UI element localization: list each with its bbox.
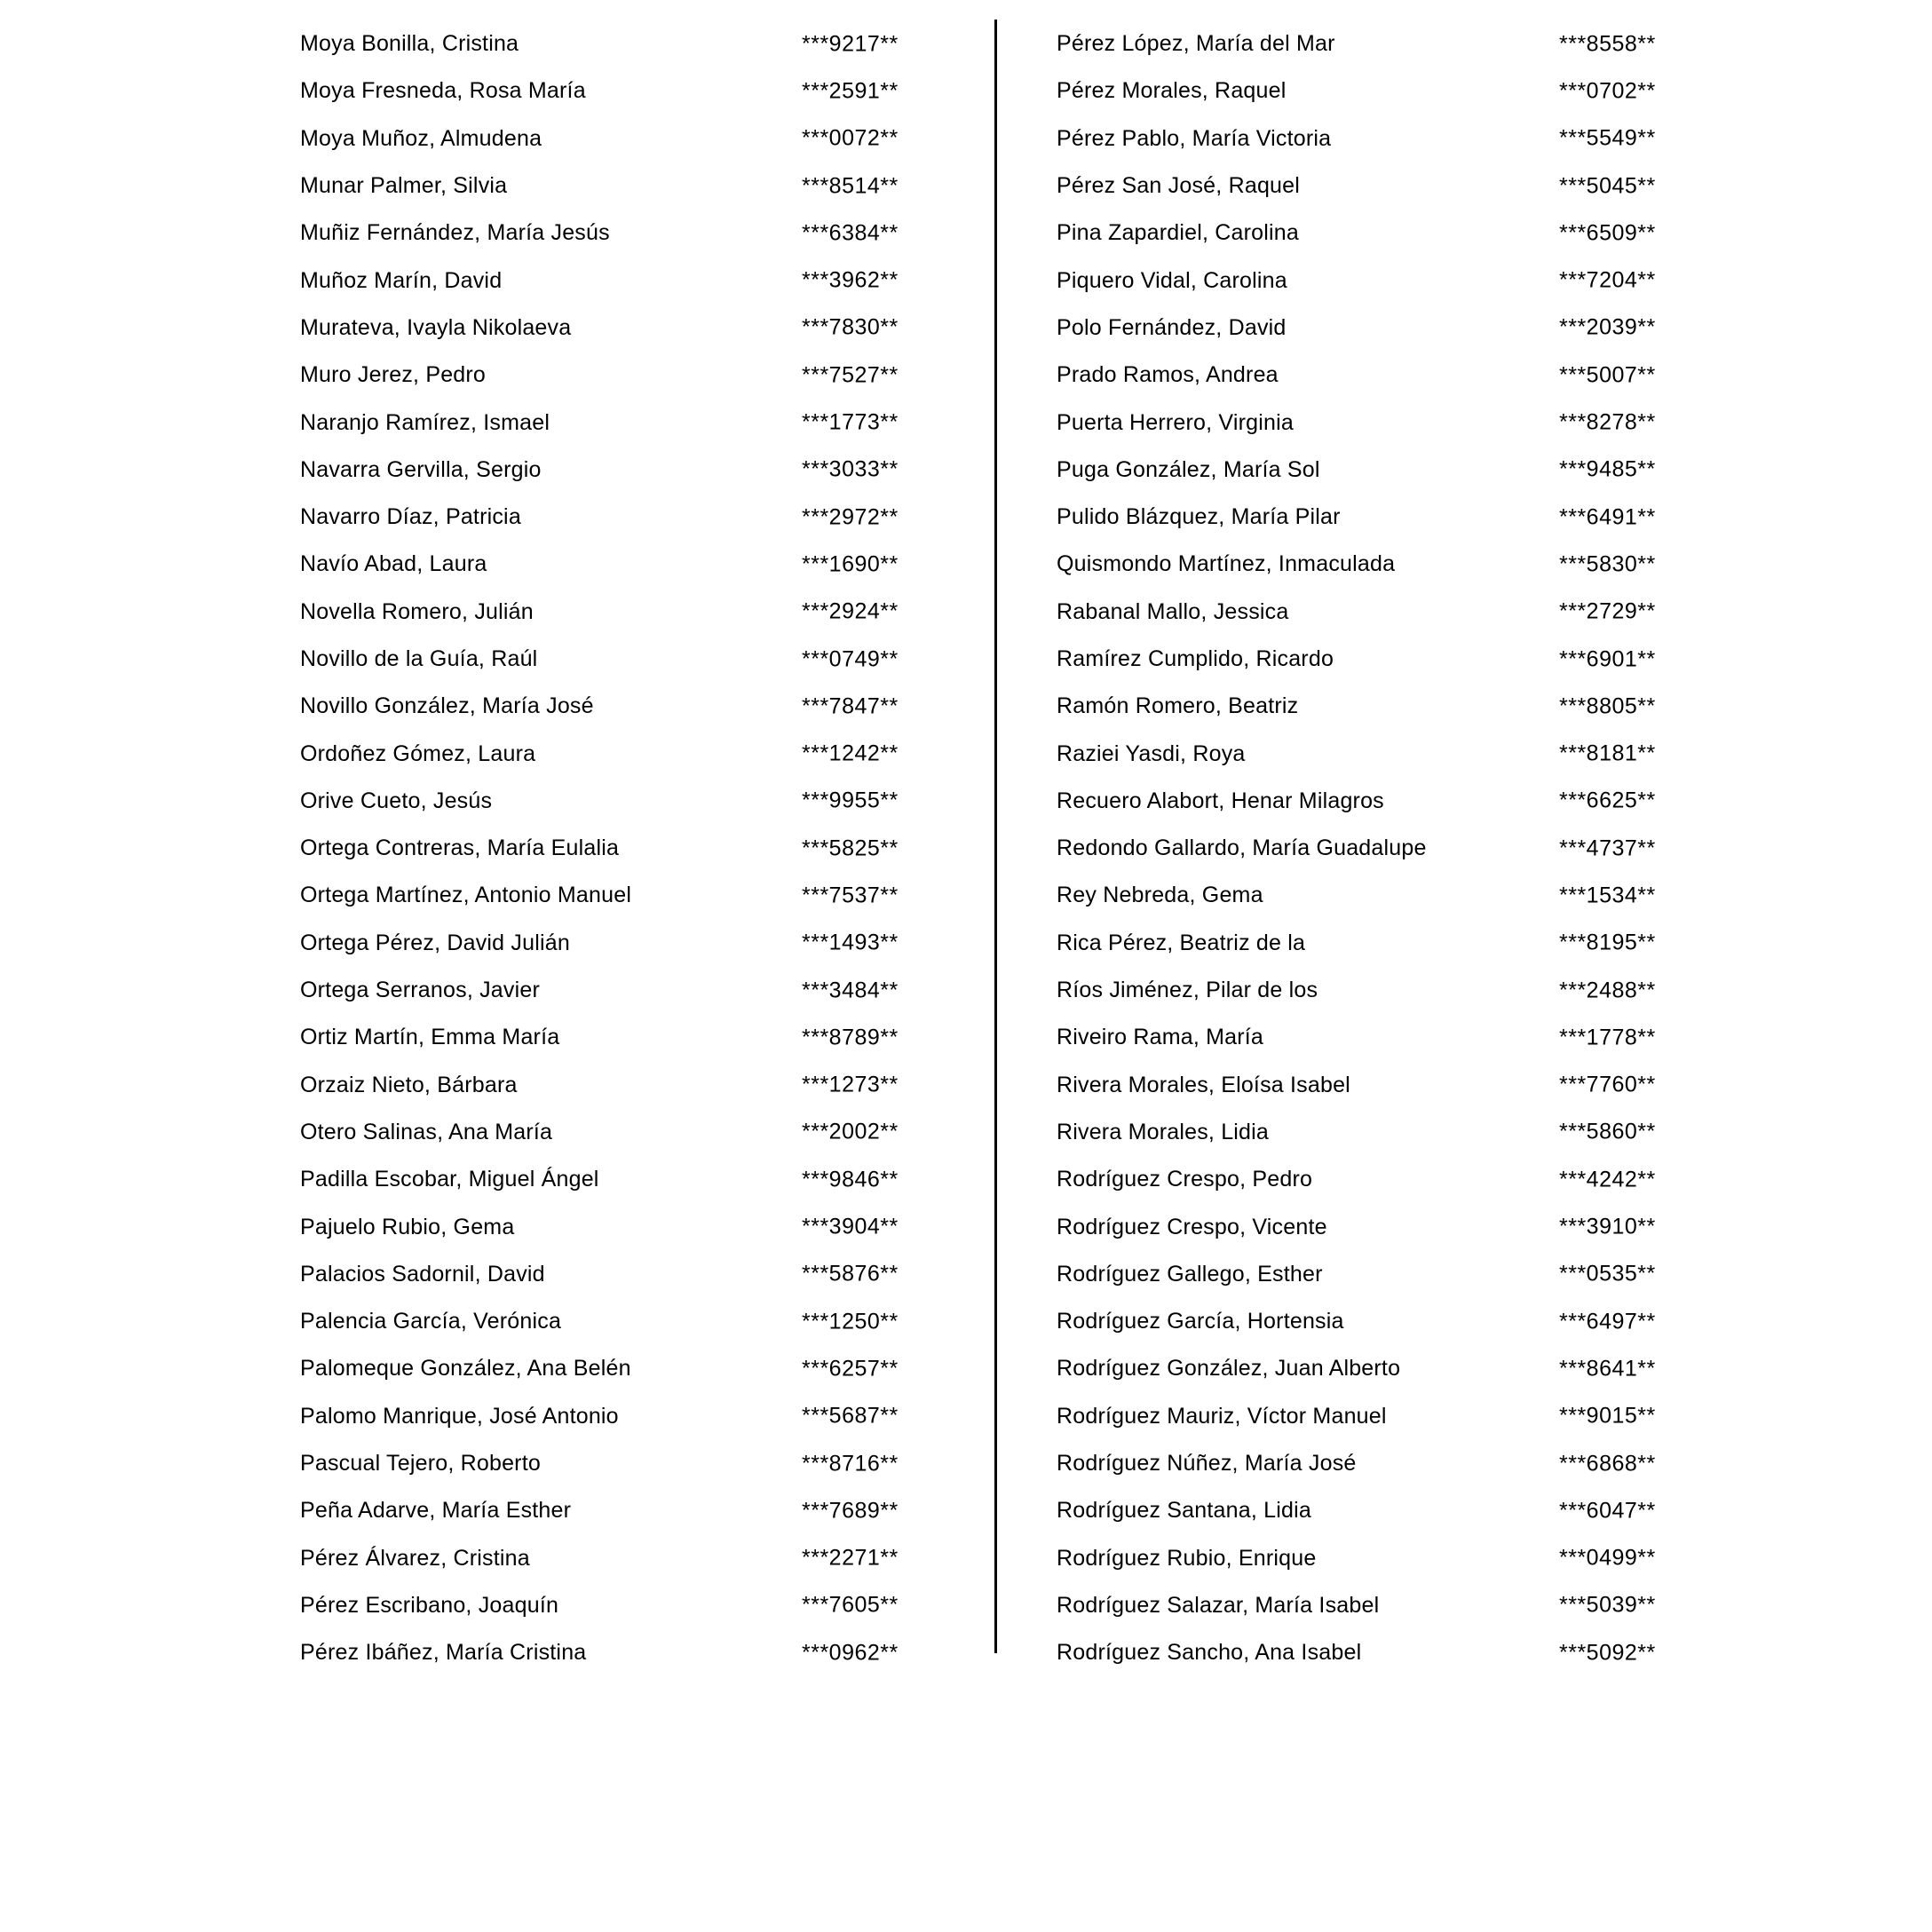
person-name: Palomeque González, Ana Belén [300, 1356, 631, 1382]
person-name: Recuero Alabort, Henar Milagros [1057, 788, 1384, 813]
person-name: Ordoñez Gómez, Laura [300, 740, 536, 766]
person-name: Redondo Gallardo, María Guadalupe [1057, 835, 1427, 861]
masked-id: ***6384** [802, 220, 899, 246]
list-entry [1057, 494, 1731, 541]
list-entry [1057, 1582, 1731, 1629]
person-name: Piquero Vidal, Carolina [1057, 267, 1287, 293]
person-name: Muñiz Fernández, María Jesús [300, 220, 610, 246]
person-name: Munar Palmer, Silvia [300, 173, 508, 199]
list-entry [300, 589, 975, 636]
masked-id: ***3962** [802, 267, 899, 293]
person-name: Riveiro Rama, María [1057, 1025, 1264, 1050]
person-name: Rodríguez Gallego, Esther [1057, 1261, 1323, 1287]
list-entry [300, 1629, 975, 1676]
masked-id: ***5549** [1559, 125, 1656, 151]
roster-column-left [300, 20, 975, 1676]
person-name: Rodríguez Santana, Lidia [1057, 1498, 1311, 1524]
masked-id: ***1250** [802, 1309, 899, 1334]
masked-id: ***7847** [802, 693, 899, 719]
masked-id: ***6257** [802, 1356, 899, 1382]
person-name: Pajuelo Rubio, Gema [300, 1214, 515, 1239]
list-entry [300, 1487, 975, 1534]
masked-id: ***8181** [1559, 740, 1656, 766]
list-entry [300, 541, 975, 588]
masked-id: ***0535** [1559, 1261, 1656, 1287]
person-name: Rica Pérez, Beatriz de la [1057, 930, 1306, 955]
list-entry [300, 162, 975, 210]
masked-id: ***0962** [802, 1640, 899, 1666]
list-entry [1057, 1251, 1731, 1298]
masked-id: ***7830** [802, 314, 899, 340]
person-name: Novillo González, María José [300, 693, 594, 719]
person-name: Prado Ramos, Andrea [1057, 362, 1279, 388]
person-name: Rivera Morales, Lidia [1057, 1119, 1270, 1144]
person-name: Palencia García, Verónica [300, 1309, 562, 1334]
list-entry [1057, 1062, 1731, 1109]
column-divider [994, 20, 997, 1653]
list-entry [1057, 872, 1731, 919]
list-entry [300, 399, 975, 446]
list-entry [300, 115, 975, 162]
person-name: Rodríguez Rubio, Enrique [1057, 1545, 1317, 1571]
masked-id: ***4737** [1559, 835, 1656, 861]
list-entry [1057, 1440, 1731, 1487]
person-name: Palacios Sadornil, David [300, 1261, 545, 1287]
masked-id: ***6868** [1559, 1451, 1656, 1477]
masked-id: ***7204** [1559, 267, 1656, 293]
person-name: Ortega Serranos, Javier [300, 978, 540, 1003]
masked-id: ***1273** [802, 1072, 899, 1097]
masked-id: ***2039** [1559, 314, 1656, 340]
person-name: Pérez Pablo, María Victoria [1057, 125, 1332, 151]
masked-id: ***2271** [802, 1545, 899, 1571]
masked-id: ***6625** [1559, 788, 1656, 813]
person-name: Moya Muñoz, Almudena [300, 125, 542, 151]
masked-id: ***3904** [802, 1214, 899, 1239]
masked-id: ***8558** [1559, 31, 1656, 57]
person-name: Navarra Gervilla, Sergio [300, 456, 542, 482]
masked-id: ***3910** [1559, 1214, 1656, 1239]
person-name: Pérez Morales, Raquel [1057, 78, 1287, 104]
person-name: Rodríguez González, Juan Alberto [1057, 1356, 1401, 1382]
masked-id: ***8716** [802, 1451, 899, 1477]
person-name: Pérez San José, Raquel [1057, 173, 1301, 199]
list-entry [1057, 210, 1731, 257]
list-entry [300, 920, 975, 967]
masked-id: ***5830** [1559, 551, 1656, 577]
list-entry [1057, 1109, 1731, 1156]
list-entry [300, 1582, 975, 1629]
person-name: Naranjo Ramírez, Ismael [300, 409, 550, 435]
masked-id: ***8195** [1559, 930, 1656, 955]
person-name: Navarro Díaz, Patricia [300, 504, 521, 530]
person-name: Palomo Manrique, José Antonio [300, 1403, 619, 1429]
person-name: Rodríguez Mauriz, Víctor Manuel [1057, 1403, 1387, 1429]
masked-id: ***5876** [802, 1261, 899, 1287]
list-entry [1057, 1298, 1731, 1345]
masked-id: ***5092** [1559, 1640, 1656, 1666]
person-name: Orive Cueto, Jesús [300, 788, 493, 813]
masked-id: ***6901** [1559, 646, 1656, 671]
masked-id: ***7760** [1559, 1072, 1656, 1097]
list-entry [1057, 20, 1731, 67]
masked-id: ***1690** [802, 551, 899, 577]
list-entry [300, 305, 975, 352]
person-name: Muñoz Marín, David [300, 267, 503, 293]
masked-id: ***6509** [1559, 220, 1656, 246]
person-name: Pina Zapardiel, Carolina [1057, 220, 1300, 246]
list-entry [300, 1535, 975, 1582]
masked-id: ***0499** [1559, 1545, 1656, 1571]
masked-id: ***5860** [1559, 1119, 1656, 1144]
person-name: Pérez Escribano, Joaquín [300, 1592, 559, 1618]
list-entry [1057, 778, 1731, 825]
list-entry [1057, 399, 1731, 446]
person-name: Novella Romero, Julián [300, 598, 534, 624]
person-name: Ramírez Cumplido, Ricardo [1057, 646, 1334, 671]
list-entry [300, 1014, 975, 1061]
masked-id: ***7537** [802, 883, 899, 908]
person-name: Rodríguez García, Hortensia [1057, 1309, 1344, 1334]
masked-id: ***2002** [802, 1119, 899, 1144]
masked-id: ***6491** [1559, 504, 1656, 530]
person-name: Quismondo Martínez, Inmaculada [1057, 551, 1396, 577]
masked-id: ***0702** [1559, 78, 1656, 104]
masked-id: ***1534** [1559, 883, 1656, 908]
masked-id: ***5687** [802, 1403, 899, 1429]
person-name: Otero Salinas, Ana María [300, 1119, 553, 1144]
masked-id: ***2924** [802, 598, 899, 624]
list-entry [1057, 1393, 1731, 1440]
masked-id: ***2488** [1559, 978, 1656, 1003]
person-name: Pérez Álvarez, Cristina [300, 1545, 530, 1571]
person-name: Padilla Escobar, Miguel Ángel [300, 1167, 599, 1192]
person-name: Muro Jerez, Pedro [300, 362, 487, 388]
person-name: Pérez López, María del Mar [1057, 31, 1335, 57]
list-entry [300, 1440, 975, 1487]
person-name: Pérez Ibáñez, María Cristina [300, 1640, 587, 1666]
list-entry [300, 447, 975, 494]
masked-id: ***8789** [802, 1025, 899, 1050]
masked-id: ***5825** [802, 835, 899, 861]
masked-id: ***9955** [802, 788, 899, 813]
masked-id: ***3484** [802, 978, 899, 1003]
person-name: Rey Nebreda, Gema [1057, 883, 1263, 908]
list-entry [300, 778, 975, 825]
person-name: Moya Fresneda, Rosa María [300, 78, 586, 104]
person-name: Puerta Herrero, Virginia [1057, 409, 1294, 435]
list-entry [1057, 683, 1731, 730]
person-name: Ortega Pérez, David Julián [300, 930, 570, 955]
list-entry [300, 494, 975, 541]
masked-id: ***5045** [1559, 173, 1656, 199]
list-entry [1057, 1014, 1731, 1061]
list-entry [1057, 1629, 1731, 1676]
person-name: Peña Adarve, María Esther [300, 1498, 572, 1524]
masked-id: ***9015** [1559, 1403, 1656, 1429]
list-entry [1057, 257, 1731, 304]
masked-id: ***7605** [802, 1592, 899, 1618]
list-entry [300, 1062, 975, 1109]
list-entry [1057, 67, 1731, 115]
person-name: Ríos Jiménez, Pilar de los [1057, 978, 1318, 1003]
roster-column-right [1057, 20, 1731, 1676]
masked-id: ***7689** [802, 1498, 899, 1524]
list-entry [1057, 541, 1731, 588]
list-entry [300, 352, 975, 399]
list-entry [300, 825, 975, 872]
list-entry [300, 872, 975, 919]
list-entry [1057, 1203, 1731, 1250]
list-entry [300, 1298, 975, 1345]
list-entry [1057, 447, 1731, 494]
list-entry [300, 1156, 975, 1203]
masked-id: ***1242** [802, 740, 899, 766]
list-entry [1057, 825, 1731, 872]
person-name: Ortiz Martín, Emma María [300, 1025, 560, 1050]
list-entry [300, 1251, 975, 1298]
masked-id: ***5039** [1559, 1592, 1656, 1618]
person-name: Pulido Blázquez, María Pilar [1057, 504, 1341, 530]
person-name: Rodríguez Crespo, Vicente [1057, 1214, 1327, 1239]
masked-id: ***6497** [1559, 1309, 1656, 1334]
masked-id: ***8514** [802, 173, 899, 199]
list-entry [300, 1393, 975, 1440]
list-entry [1057, 305, 1731, 352]
list-entry [300, 257, 975, 304]
masked-id: ***9846** [802, 1167, 899, 1192]
person-name: Rodríguez Crespo, Pedro [1057, 1167, 1313, 1192]
list-entry [1057, 636, 1731, 683]
person-name: Novillo de la Guía, Raúl [300, 646, 538, 671]
person-name: Navío Abad, Laura [300, 551, 487, 577]
list-entry [1057, 1487, 1731, 1534]
masked-id: ***0749** [802, 646, 899, 671]
masked-id: ***1493** [802, 930, 899, 955]
list-entry [300, 683, 975, 730]
list-entry [300, 636, 975, 683]
list-entry [300, 730, 975, 777]
list-entry [1057, 352, 1731, 399]
person-name: Orzaiz Nieto, Bárbara [300, 1072, 518, 1097]
person-name: Rodríguez Salazar, María Isabel [1057, 1592, 1380, 1618]
masked-id: ***9485** [1559, 456, 1656, 482]
list-entry [1057, 589, 1731, 636]
masked-id: ***4242** [1559, 1167, 1656, 1192]
person-name: Moya Bonilla, Cristina [300, 31, 519, 57]
list-entry [300, 1345, 975, 1392]
person-name: Puga González, María Sol [1057, 456, 1320, 482]
person-name: Rabanal Mallo, Jessica [1057, 598, 1289, 624]
masked-id: ***2729** [1559, 598, 1656, 624]
list-entry [300, 1109, 975, 1156]
masked-id: ***8641** [1559, 1356, 1656, 1382]
person-name: Ortega Contreras, María Eulalia [300, 835, 620, 861]
person-name: Ortega Martínez, Antonio Manuel [300, 883, 632, 908]
masked-id: ***3033** [802, 456, 899, 482]
person-name: Rodríguez Núñez, María José [1057, 1451, 1357, 1477]
person-name: Rivera Morales, Eloísa Isabel [1057, 1072, 1350, 1097]
list-entry [300, 20, 975, 67]
masked-id: ***6047** [1559, 1498, 1656, 1524]
list-entry [1057, 967, 1731, 1014]
person-name: Raziei Yasdi, Roya [1057, 740, 1246, 766]
masked-id: ***8805** [1559, 693, 1656, 719]
masked-id: ***2972** [802, 504, 899, 530]
person-name: Pascual Tejero, Roberto [300, 1451, 541, 1477]
list-entry [1057, 162, 1731, 210]
person-name: Rodríguez Sancho, Ana Isabel [1057, 1640, 1362, 1666]
masked-id: ***0072** [802, 125, 899, 151]
list-entry [1057, 1535, 1731, 1582]
person-name: Polo Fernández, David [1057, 314, 1287, 340]
masked-id: ***8278** [1559, 409, 1656, 435]
masked-id: ***5007** [1559, 362, 1656, 388]
list-entry [1057, 1156, 1731, 1203]
person-name: Ramón Romero, Beatriz [1057, 693, 1299, 719]
list-entry [1057, 920, 1731, 967]
masked-id: ***1773** [802, 409, 899, 435]
masked-id: ***9217** [802, 31, 899, 57]
list-entry [300, 210, 975, 257]
list-entry [300, 1203, 975, 1250]
list-entry [1057, 730, 1731, 777]
list-entry [300, 967, 975, 1014]
list-entry [1057, 115, 1731, 162]
person-name: Murateva, Ivayla Nikolaeva [300, 314, 572, 340]
masked-id: ***2591** [802, 78, 899, 104]
masked-id: ***7527** [802, 362, 899, 388]
masked-id: ***1778** [1559, 1025, 1656, 1050]
list-entry [1057, 1345, 1731, 1392]
list-entry [300, 67, 975, 115]
